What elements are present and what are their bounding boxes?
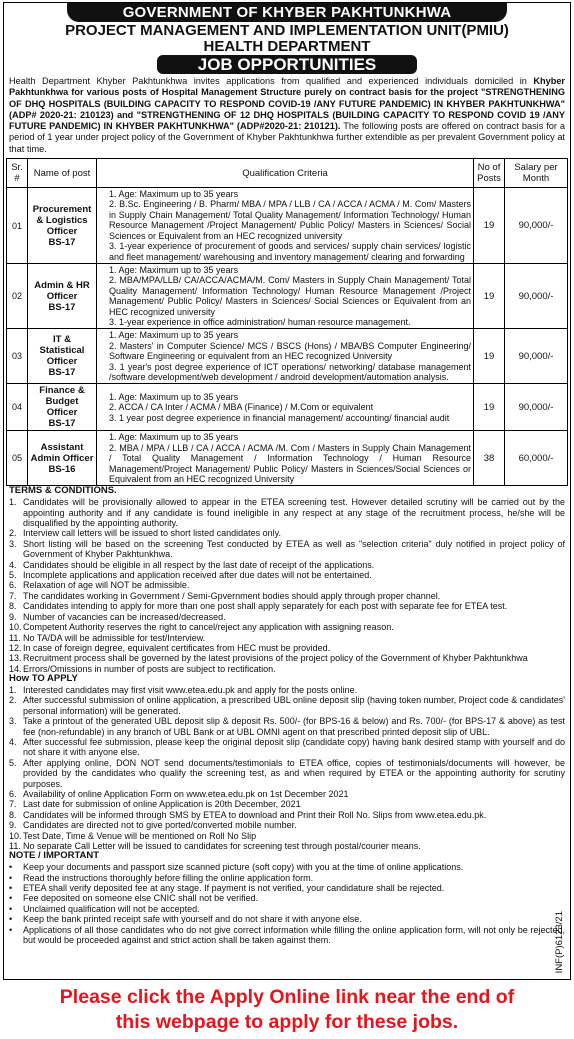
intro-paragraph	[4, 74, 570, 155]
item-text: ETEA shall verify deposited fee at any stage. If payment is not verified, your candidature shall be rejected.	[23, 883, 445, 894]
job-advertisement	[3, 2, 571, 980]
item-text: Interested candidates may first visit www.etea.edu.pk and apply for the posts online.	[23, 684, 358, 695]
item-number: 12.	[9, 642, 22, 653]
row-sr: 01	[7, 188, 28, 264]
criteria-item: 2. ACCA / CA Inter / ACMA / MBA (Finance) / M.Com or equivalent	[109, 402, 374, 413]
note-list	[4, 862, 570, 945]
item-text: Fee deposited on someone else CNIC shall not be verified.	[23, 893, 259, 904]
row-posts-count: 19	[474, 384, 505, 431]
criteria-item: 2. MBA / MPA / LLB / CA / ACCA / ACMA /M. Com / Masters in Supply Chain Management / Total Quality Management / Information Technology / Human Resource Management/Project Management/ Public Policy/ Masters in Sciences/Social Sciences or Equivalent from an HEC recognized University	[109, 442, 471, 485]
item-text: Candidates intending to apply for more than one post shall apply separately for each post with separate fee for ETEA test.	[23, 601, 508, 612]
item-text: Interview call letters will be issued to short listed candidates only.	[23, 528, 281, 539]
item-number: 6.	[9, 580, 17, 591]
table-row	[7, 329, 568, 384]
item-number: 8.	[9, 809, 17, 820]
criteria-item: 1. Age: Maximum up to 35 years	[109, 264, 239, 275]
intro-project-text: Khyber Pakhtunkhwa for various posts of Hospital Management Structure purely on contract basis for the project "STRENGTHENING OF DHQ HOSPITALS (BUILDING CAPACITY TO RESPOND COVID-19 /ANY FUTURE PANDEMIC) IN KHYBER PAKHTUNKHWA" (ADP# 2020-21: 210123) and "STRENGTHENING OF 12 DHQ HOSPITALS (BUILDING CAPACITY TO RESPOND COVID 19 /ANY FUTURE PANDEMIC) IN KHYBER PAKHTUNKHWA" (ADP#2020-21: 210121).	[9, 76, 565, 132]
item-number: 4.	[9, 736, 17, 747]
table-row	[7, 384, 568, 431]
unit-title: PROJECT MANAGEMENT AND IMPLEMENTATION UNIT(PMIU)	[65, 22, 509, 39]
post-name-line: Officer	[46, 356, 78, 368]
item-number: 9.	[9, 611, 17, 622]
item-text: No TA/DA will be admissible for test/Interview.	[23, 632, 206, 643]
item-number: 9.	[9, 820, 17, 831]
terms-item	[9, 539, 565, 560]
criteria-item: 1. Age: Maximum up to 35 years	[109, 391, 239, 402]
note-item	[9, 873, 565, 883]
item-number: 7.	[9, 799, 17, 810]
inf-code: INF(P)6123/21	[554, 910, 565, 973]
posts-table	[6, 158, 568, 486]
terms-item	[9, 643, 565, 653]
item-number: 5.	[9, 570, 17, 581]
criteria-item: 3. 1-year experience in office administration/ human resource management.	[109, 316, 411, 327]
row-sr: 03	[7, 329, 28, 384]
item-number: 14.	[9, 663, 22, 674]
item-text: Last date for submission of online Application is 20th December, 2021	[23, 799, 301, 810]
terms-item	[9, 528, 565, 538]
item-number: 4.	[9, 559, 17, 570]
note-item	[9, 914, 565, 924]
table-row	[7, 188, 568, 264]
post-name-line: IT &	[53, 334, 71, 346]
row-salary: 60,000/-	[505, 431, 568, 486]
intro-text: Health Department Khyber Pakhtunkhwa invites applications from qualified and experienced individuals domiciled in	[9, 76, 534, 86]
howto-item	[9, 685, 565, 695]
item-number: •	[9, 883, 13, 894]
cta-line-2: this webpage to apply for these jobs.	[115, 1011, 459, 1033]
post-name-line: Procurement	[32, 203, 92, 215]
terms-item	[9, 664, 565, 674]
terms-item	[9, 633, 565, 643]
row-sr: 04	[7, 384, 28, 431]
howto-item	[9, 789, 565, 799]
howto-item	[9, 831, 565, 841]
item-text: Candidates are directed not to give ported/converted mobile number.	[23, 820, 297, 831]
item-text: No separate Call Letter will be issued to candidates for screening test through postal/courier means.	[23, 841, 421, 852]
item-number: •	[9, 924, 13, 935]
terms-list	[4, 497, 570, 674]
criteria-item: 1. Age: Maximum up to 35 years	[109, 189, 239, 200]
row-salary: 90,000/-	[505, 384, 568, 431]
terms-item	[9, 612, 565, 622]
criteria-item: 1. Age: Maximum up to 35 years	[109, 432, 239, 443]
criteria-item: 3. 1-year experience of procurement of goods and services/ supply chain services/ logistic and fleet management/ warehousing and inventory management/ clearing and forwarding	[109, 241, 471, 262]
item-text: Keep your documents and passport size scanned picture (soft copy) with you at the time of online applications.	[23, 862, 464, 873]
row-posts-count: 19	[474, 188, 505, 264]
item-number: •	[9, 903, 13, 914]
item-text: Test Date, Time & Venue will be mentioned on Roll No Slip	[23, 830, 257, 841]
terms-item	[9, 570, 565, 580]
note-item	[9, 893, 565, 903]
item-text: Availability of online Application Form on www.etea.edu.pk on 1st December 2021	[23, 788, 349, 799]
item-number: 1.	[9, 497, 17, 508]
item-text: Applications of all those candidates who do not give correct information while filling the online application form, will not only be rejected, but would be proceeded against and strict action shall be taken against them.	[23, 924, 565, 946]
post-name-line: BS-17	[48, 418, 76, 430]
item-text: After successful submission of online application, a prescribed UBL online deposit slip (having token number, Project code & candidates' personal information) will be generated.	[23, 695, 565, 716]
row-posts-count: 19	[474, 329, 505, 384]
item-text: Number of vacancies can be increased/decreased.	[23, 611, 226, 622]
terms-item	[9, 591, 565, 601]
terms-item	[9, 580, 565, 590]
row-post-name	[28, 329, 97, 384]
terms-item	[9, 560, 565, 570]
item-text: In case of foreign degree, equivalent certificates from HEC must be provided.	[23, 642, 331, 653]
item-number: 8.	[9, 601, 17, 612]
row-post-name	[28, 431, 97, 486]
item-number: 2.	[9, 528, 17, 539]
post-name-line: Budget	[45, 396, 79, 408]
row-post-name	[28, 188, 97, 264]
item-number: 5.	[9, 757, 17, 768]
header-post: Name of post	[28, 159, 97, 188]
header-sr: Sr. #	[7, 159, 28, 188]
post-name-line: BS-16	[48, 463, 76, 475]
item-number: 1.	[9, 684, 17, 695]
item-text: Read the instructions thoroughly before filling the online application form.	[23, 872, 314, 883]
row-post-name	[28, 263, 97, 328]
note-item	[9, 925, 565, 946]
row-post-name	[28, 384, 97, 431]
item-number: 3.	[9, 538, 17, 549]
item-number: 11.	[9, 632, 21, 643]
item-number: 6.	[9, 788, 17, 799]
howto-item	[9, 799, 565, 809]
header-salary: Salary per Month	[505, 159, 568, 188]
howto-item	[9, 695, 565, 716]
howto-item	[9, 810, 565, 820]
post-name-line: Statistical	[39, 345, 85, 357]
row-sr: 02	[7, 263, 28, 328]
item-text: Incomplete applications and application received after due dates will not be entertained.	[23, 570, 372, 581]
post-name-line: BS-17	[48, 301, 76, 313]
criteria-item: 2. Masters' in Computer Science/ MCS / BSCS (Hons) / MBA/BS Computer Engineering/ Software Engineering or equivalent from an HEC recognized University	[109, 340, 471, 362]
cta-line-1: Please click the Apply Online link near the end of	[59, 986, 515, 1008]
note-heading: NOTE / IMPORTANT	[9, 850, 100, 862]
item-number: 2.	[9, 695, 17, 706]
row-posts-count: 38	[474, 431, 505, 486]
terms-item	[9, 497, 565, 528]
item-text: The candidates working in Government / Semi-Gpvernment bodies should apply through proper channel.	[23, 590, 441, 601]
item-text: After applying online, DON NOT send documents/testimonials to ETEA office, copies of testimonials/documents will however, be provided by the candidates who qualify the screening test, as and when required by ETEA or the appointing authority for scrutiny purposes.	[23, 757, 565, 789]
item-text: Errors/Omissions in number of posts are subject to rectification.	[23, 663, 276, 674]
terms-item	[9, 601, 565, 611]
row-salary: 90,000/-	[505, 263, 568, 328]
terms-item	[9, 622, 565, 632]
item-number: •	[9, 872, 13, 883]
row-criteria	[97, 188, 474, 264]
item-text: Candidates should be eligible in all respect by the last date of receipt of the applications.	[23, 559, 375, 570]
item-number: 10.	[9, 622, 22, 633]
item-text: Keep the bank printed receipt safe with yourself and do not share it with anyone else.	[23, 914, 362, 925]
post-name-line: Admin & HR	[34, 279, 90, 291]
item-text: Candidates will be informed through SMS by ETEA to download and Print their Roll No. Slips from www.etea.edu.pk.	[23, 809, 487, 820]
row-salary: 90,000/-	[505, 329, 568, 384]
item-number: •	[9, 862, 13, 873]
criteria-item: 3. 1 year's post degree experience of ICT operations/ networking/ database management /software development/web development / android development/automation analysis.	[109, 361, 471, 382]
item-text: After successful fee submission, please keep the original deposit slip (candidate copy) having bank desired stamp with yourself and do not share it with anyone else.	[23, 736, 565, 758]
item-text: Candidates will be provisionally allowed to appear in the ETEA screening test. However detailed scrutiny will be carried out by the appointing authority and if any candidate is found ineligible in any respect at any stage of the recruitment process, he/she will be disqualified by the appointing authority.	[23, 497, 565, 529]
row-criteria	[97, 263, 474, 328]
item-number: 10.	[9, 830, 22, 841]
post-name-line: Assistant	[40, 441, 84, 453]
item-number: •	[9, 893, 13, 904]
post-name-line: BS-17	[48, 236, 76, 248]
table-row	[7, 263, 568, 328]
howto-item	[9, 820, 565, 830]
row-criteria	[97, 431, 474, 486]
post-name-line: Officer	[46, 407, 78, 419]
terms-item	[9, 653, 565, 663]
item-text: Unclaimed qualification will not be accepted.	[23, 903, 200, 914]
department-title: HEALTH DEPARTMENT	[203, 38, 371, 55]
item-number: 7.	[9, 590, 17, 601]
post-name-line: Officer	[46, 290, 78, 302]
howto-item	[9, 758, 565, 789]
item-text: Relaxation of age will NOT be admissible.	[23, 580, 190, 591]
howto-item	[9, 716, 565, 737]
note-item	[9, 904, 565, 914]
intro-text-end: The following posts are offered on contract basis for a period of 1 year under project policy of the Government of Khyber Pakhtunkhwa further extendible as per prevalent Government policy at that time.	[9, 121, 565, 154]
table-row	[7, 431, 568, 486]
item-text: Recruitment process shall be governed by the latest provisions of the project policy of the Government of Khyber Pakhtunkhwa	[23, 653, 528, 664]
note-item	[9, 862, 565, 872]
howto-heading: How TO APPLY	[9, 673, 78, 685]
post-name-line: Finance &	[39, 385, 85, 397]
row-salary: 90,000/-	[505, 188, 568, 264]
howto-list	[4, 685, 570, 852]
item-text: Take a printout of the generated UBL deposit slip & deposit Rs. 500/- (for BPS-16 & below) and Rs. 700/- (for BPS-17 & above) as test fee (non-refundable) in any branch of UBL Bank or at UBL OMNI agent on that prescribed printed deposit slip of UBL.	[23, 716, 565, 737]
post-name-line: & Logistics	[36, 214, 88, 226]
row-sr: 05	[7, 431, 28, 486]
apply-online-notice	[0, 985, 574, 1035]
note-item	[9, 883, 565, 893]
item-text: Competent Authority reserves the right to cancel/reject any application with assigning reason.	[23, 622, 394, 633]
header-criteria: Qualification Criteria	[97, 159, 474, 188]
post-name-line: BS-17	[48, 367, 76, 379]
criteria-item: 1. Age: Maximum up to 35 years	[109, 330, 239, 341]
post-name-line: Officer	[46, 225, 78, 237]
header-posts: No of Posts	[474, 159, 505, 188]
item-text: Short listing will be based on the screening Test conducted by ETEA as well as "selection criteria" duly notified in project policy of Government of Khyber Pakhtunkhwa.	[23, 538, 565, 560]
row-criteria	[97, 384, 474, 431]
job-opportunities-banner: JOB OPPORTUNITIES	[157, 55, 417, 74]
terms-heading: TERMS & CONDITIONS.	[9, 485, 117, 497]
government-title: GOVERNMENT OF KHYBER PAKHTUNKHWA	[67, 3, 507, 22]
item-number: 11.	[9, 841, 21, 852]
item-number: 13.	[9, 653, 22, 664]
criteria-item: 3. 1 year post degree experience in financial management/ accounting/ financial audit	[109, 412, 450, 423]
post-name-line: Admin Officer	[30, 452, 94, 464]
criteria-item: 2. B.Sc. Engineering / B. Pharm/ MBA / MPA / LLB / CA / ACCA / ACMA / M. Com/ Masters in Supply Chain Management/ Total Quality Management/ Information Technology/ Human Resource Management /Project Management/ Public Policy/ Masters in Sciences/ Social Sciences or Equivalent from an HEC recognized university	[109, 199, 471, 241]
item-number: •	[9, 914, 13, 925]
howto-item	[9, 737, 565, 758]
item-number: 3.	[9, 716, 17, 727]
row-posts-count: 19	[474, 263, 505, 328]
row-criteria	[97, 329, 474, 384]
criteria-item: 2. MBA/MPA/LLB/ CA/ACCA/ACMA/M. Com/ Masters in Supply Chain Management/ Total Quality Management/ Information Technology/ Human Resource Management /Project Management/ Public Policy/ Masters in Sciences/ Social Sciences or Equivalent from an HEC recognized university	[109, 275, 471, 317]
